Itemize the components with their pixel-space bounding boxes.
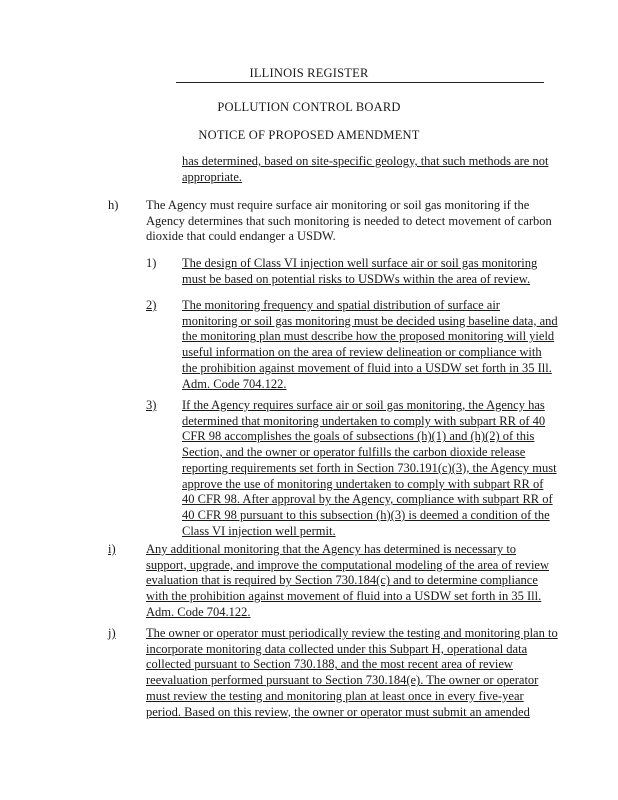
text-line: 40 CFR 98. After approval by the Agency, compliance with subpart RR of (182, 492, 553, 507)
text-line: Section, and the owner or operator fulfills the carbon dioxide release (182, 445, 526, 460)
text-line: monitoring or soil gas monitoring must be decided using baseline data, and (182, 313, 558, 328)
text-line: 40 CFR 98 pursuant to this subsection (h)(3) is deemed a condition of the (182, 507, 550, 522)
item-h2-text (182, 298, 558, 392)
item-label-h2: 2) (146, 298, 157, 312)
text-line: must review the testing and monitoring plan at least once in every five-year (146, 688, 524, 703)
text-line: Adm. Code 704.122. (182, 376, 287, 391)
text-line: support, upgrade, and improve the computational modeling of the area of review (146, 557, 549, 572)
text-line: If the Agency requires surface air or soil gas monitoring, the Agency has (182, 398, 545, 412)
subsection-i-text (146, 542, 549, 621)
subsection-j-text (146, 626, 558, 720)
text-line: The owner or operator must periodically review the testing and monitoring plan to (146, 626, 558, 640)
text-line: Any additional monitoring that the Agency has determined is necessary to (146, 542, 517, 556)
text-line: reevaluation performed pursuant to Section 730.184(e). The owner or operator (146, 673, 539, 688)
text-line: The Agency must require surface air monitoring or soil gas monitoring if the (146, 198, 530, 212)
subsection-label-j: j) (108, 626, 116, 640)
text-line: Class VI injection well permit. (182, 523, 336, 538)
header-rule (176, 82, 544, 83)
text-line: evaluation that is required by Section 730.184(c) and to determine compliance (146, 573, 538, 588)
text-line: incorporate monitoring data collected under this Subpart H, operational data (146, 641, 528, 656)
text-line: Agency determines that such monitoring is needed to detect movement of carbon (146, 213, 552, 228)
text-line: The monitoring frequency and spatial distribution of surface air (182, 298, 500, 312)
continuation-paragraph (182, 154, 548, 185)
text-line: the monitoring plan must describe how the proposed monitoring will yield (182, 329, 555, 344)
text-line: CFR 98 accomplishes the goals of subsections (h)(1) and (h)(2) of this (182, 429, 535, 444)
text-line: dioxide that could endanger a USDW. (146, 229, 336, 244)
text-line: must be based on potential risks to USDWs within the area of review. (182, 271, 531, 286)
text-line: approve the use of monitoring undertaken to comply with subpart RR of (182, 476, 544, 491)
text-line: determined that monitoring undertaken to comply with subpart RR of 40 (182, 413, 546, 428)
register-title: ILLINOIS REGISTER (249, 66, 369, 80)
text-line: the prohibition against movement of fluid into a USDW set forth in 35 Ill. (182, 360, 552, 375)
subsection-h-text (146, 198, 552, 245)
text-line: appropriate. (182, 169, 243, 184)
board-name: POLLUTION CONTROL BOARD (217, 100, 401, 114)
text-line: with the prohibition against movement of fluid into a USDW set forth in 35 Ill. (146, 589, 542, 604)
text-line: has determined, based on site-specific geology, that such methods are not (182, 154, 549, 168)
item-h1-text (182, 256, 537, 287)
item-label-h1: 1) (146, 256, 157, 270)
text-line: reporting requirements set forth in Section 730.191(c)(3), the Agency must (182, 460, 557, 475)
text-line: Adm. Code 704.122. (146, 604, 251, 619)
subsection-label-h: h) (108, 198, 119, 212)
text-line: collected pursuant to Section 730.188, and the most recent area of review (146, 657, 513, 672)
text-line: useful information on the area of review delineation or compliance with (182, 345, 542, 360)
text-line: The design of Class VI injection well surface air or soil gas monitoring (182, 256, 538, 270)
text-line: period. Based on this review, the owner or operator must submit an amended (146, 704, 530, 719)
item-h3-text (182, 398, 557, 539)
notice-title: NOTICE OF PROPOSED AMENDMENT (198, 128, 420, 142)
subsection-label-i: i) (108, 542, 116, 556)
item-label-h3: 3) (146, 398, 157, 412)
